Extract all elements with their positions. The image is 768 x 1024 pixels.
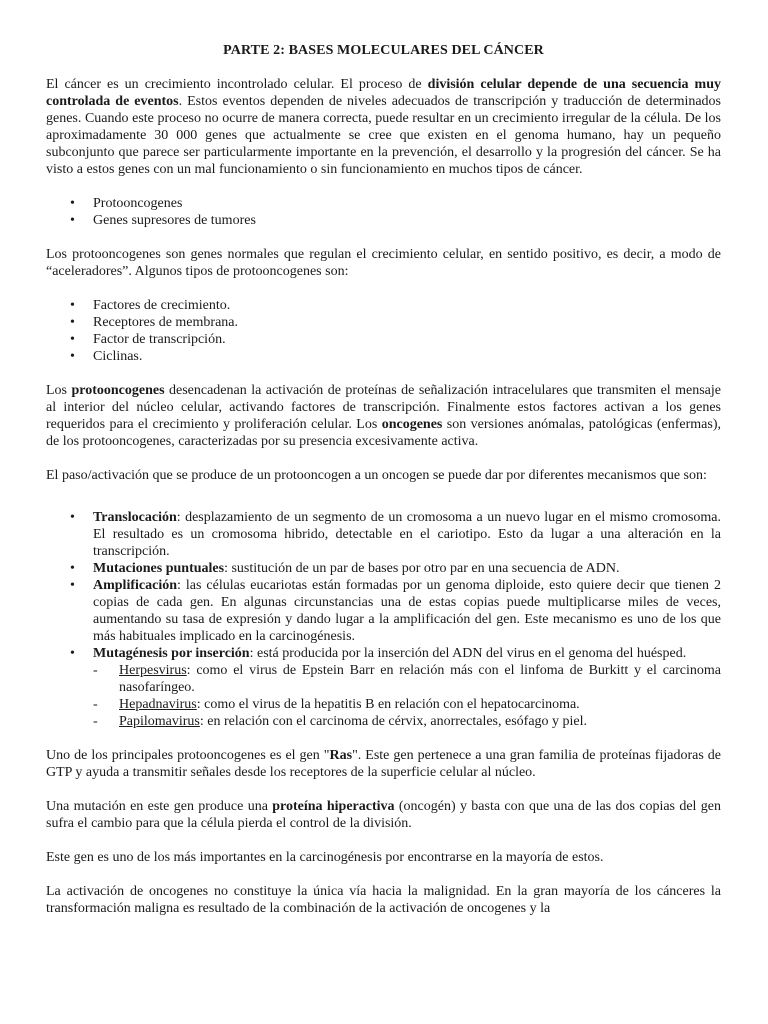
paragraph-mechanisms-intro: El paso/activación que se produce de un protooncogen a un oncogen se puede dar por diferentes mecanismos que son: [46, 468, 707, 483]
protooncogene-types-list [46, 297, 721, 365]
list-item: • Genes supresores de tumores [93, 212, 721, 229]
text-run: : está producida por la inserción del ADN del virus en el genoma del huésped. [249, 646, 687, 661]
paragraph-protooncogenes: Los protooncogenes son genes normales que regulan el crecimiento celular, en sentido positivo, es decir, a modo de “aceleradores”. Algunos tipos de protooncogenes son: [46, 247, 721, 279]
text-run: ". Este gen pertenece a una gran familia de proteínas fijadoras de GTP y ayuda a transmitir señales desde los receptores de la superficie celular al núcleo. [46, 748, 721, 780]
paragraph-mutation [46, 798, 721, 832]
list-item [93, 509, 721, 560]
underline-run: Herpesvirus [119, 663, 187, 678]
paragraph-ras [46, 747, 721, 781]
text-run: : desplazamiento de un segmento de un cromosoma a un nuevo lugar en el mismo cromosoma. El resultado es un cromosoma hibrido, detectable en el cariotipo. Esto da lugar a una alteración en la transcripción. [93, 510, 721, 559]
text-run: : las células eucariotas están formadas por un genoma diploide, esto quiere decir que tienen 2 copias de cada gen. En algunas circunstancias una de estas copias puede multiplicarse miles de veces, aumentando su tasa de expresión y dando lugar a la amplificación del gen. Este mecanismo es uno de los que más habituales implicado en la carcinogénesis. [93, 578, 721, 644]
paragraph-intro [46, 76, 721, 178]
bold-run: Mutagénesis por inserción [93, 646, 250, 661]
list-item [93, 577, 721, 645]
text-run: desencadenan la activación de proteínas de señalización intracelulares que transmiten el mensaje al interior del núcleo celular, activando factores de transcripción. Finalmente estos factores activan a los genes requeridos para el crecimiento y proliferación celular. Los [46, 383, 722, 432]
bold-run: Mutaciones puntuales [93, 561, 225, 576]
underline-run: Papilomavirus [119, 714, 200, 729]
text-run: Una mutación en este gen produce una [46, 799, 273, 814]
paragraph-oncogenes [46, 382, 721, 450]
text-run: : sustitución de un par de bases por otro par en una secuencia de ADN. [224, 561, 620, 576]
text-run: : como el virus de Epstein Barr en relación más con el linfoma de Burkitt y el carcinoma nasofaríngeo. [119, 663, 721, 695]
mechanisms-list [46, 509, 721, 730]
text-run: Uno de los principales protooncogenes es el gen " [46, 748, 330, 763]
list-item [119, 696, 721, 713]
paragraph-carcinogenesis: Este gen es uno de los más importantes en la carcinogénesis por encontrarse en la mayoría de estos. [46, 850, 604, 865]
page-title: PARTE 2: BASES MOLECULARES DEL CÁNCER [223, 43, 544, 58]
bold-run: protooncogenes [71, 383, 165, 398]
list-item: • Receptores de membrana. [93, 314, 721, 331]
gene-types-list [46, 195, 721, 229]
text-run: . Estos eventos dependen de niveles adecuados de transcripción y traducción de determinados genes. Cuando este proceso no ocurre de manera correcta, puede resultar en un crecimiento irregular de la célula. De los aproximadamente 30 000 genes que actualmente se cree que existen en el genoma humano, hay un pequeño subconjunto que parece ser particularmente importante en la prevención, el desarrollo y la progresión del cáncer. Se ha visto a estos genes con un mal funcionamiento o sin funcionamiento en muchos tipos de cáncer. [46, 94, 722, 177]
underline-run: Hepadnavirus [119, 697, 197, 712]
list-item [119, 713, 721, 730]
text-run: : como el virus de la hepatitis B en relación con el hepatocarcinoma. [196, 697, 580, 712]
list-item: • Ciclinas. [93, 348, 721, 365]
bold-run: Ras [329, 748, 353, 763]
text-run: (oncogén) y basta con que una de las dos copias del gen sufra el cambio para que la célula pierda el control de la división. [46, 799, 721, 831]
text-run: : en relación con el carcinoma de cérvix, anorrectales, esófago y piel. [199, 714, 588, 729]
bold-run: Translocación [93, 510, 177, 525]
list-item: • Protooncogenes [93, 195, 721, 212]
list-item: • Factor de transcripción. [93, 331, 721, 348]
text-run: El cáncer es un crecimiento incontrolado celular. El proceso de [46, 77, 428, 92]
virus-list [93, 662, 721, 730]
bold-run: proteína hiperactiva [272, 799, 395, 814]
list-item [93, 645, 721, 730]
bold-run: división celular depende de una secuencia muy controlada de eventos [46, 77, 721, 109]
text-run: Los [46, 383, 72, 398]
bold-run: oncogenes [381, 417, 443, 432]
bold-run: Amplificación [93, 578, 177, 593]
text-run: son versiones anómalas, patológicas (enfermas), de los protooncogenes, caracterizadas por su presencia excesivamente activa. [46, 417, 721, 449]
list-item [119, 662, 721, 696]
paragraph-activation: La activación de oncogenes no constituye la única vía hacia la malignidad. En la gran mayoría de los cánceres la transformación maligna es resultado de la combinación de la activación de oncogenes y la [46, 884, 721, 916]
list-item [93, 560, 721, 577]
list-item: • Factores de crecimiento. [93, 297, 721, 314]
